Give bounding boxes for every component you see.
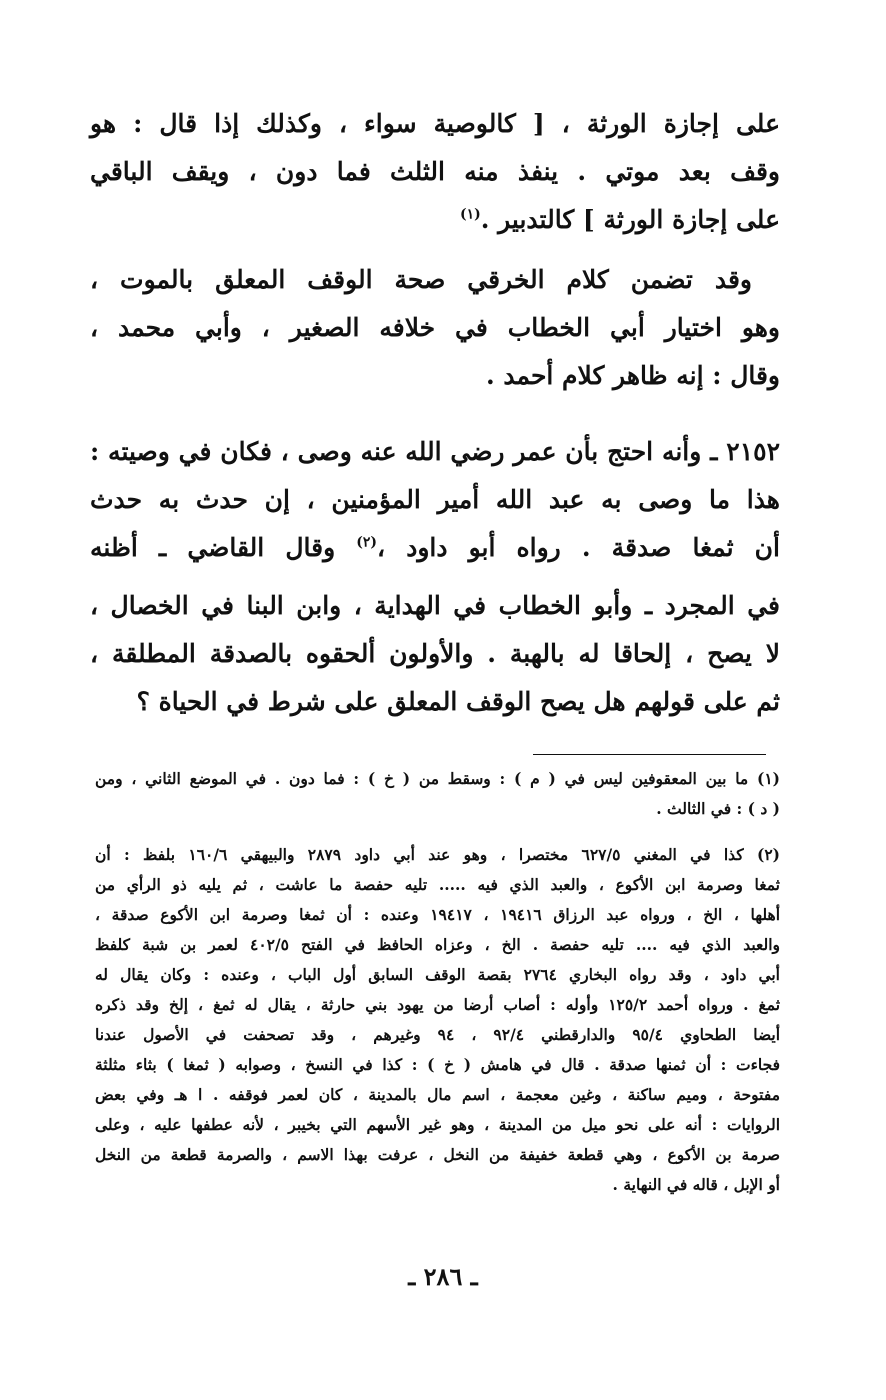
footnote-line: (٢) كذا في المغني ٦٢٧/٥ مختصرا ، وهو عند أبي داود ٢٨٧٩ والبيهقي ١٦٠/٦ بلفظ : أن bbox=[95, 845, 780, 864]
body-line: وهو اختيار أبي الخطاب في خلافه الصغير ، وأبي محمد ، bbox=[90, 313, 780, 342]
footnote-2 bbox=[95, 840, 780, 1200]
footnote-line: أبي داود ، وقد رواه البخاري ٢٧٦٤ بقصة الوقف السابق أول الباب ، وعنده : وكان يقال له bbox=[95, 965, 780, 984]
footnote-line: ثمغ . ورواه أحمد ١٢٥/٢ وأوله : أصاب أرضا من يهود بني حارثة ، يقال له ثمغ ، إلخ وقد ذكره bbox=[95, 995, 781, 1014]
body-line: على إجازة الورثة ، [ كالوصية سواء ، وكذلك إذا قال : هو bbox=[90, 109, 780, 138]
body-line-text: وقال القاضي ـ أظنه bbox=[90, 533, 357, 562]
body-line: ٢١٥٢ ـ وأنه احتج بأن عمر رضي الله عنه وصى ، فكان في وصيته : bbox=[90, 437, 780, 466]
footnote-line: صرمة بن الأكوع ، وهي قطعة خفيفة من النخل ، عرفت بهذا الاسم ، والصرمة قطعة من النخل bbox=[95, 1145, 780, 1164]
body-line: وقال : إنه ظاهر كلام أحمد . bbox=[485, 361, 780, 390]
body-line: ثم على قولهم هل يصح الوقف المعلق على شرط في الحياة ؟ bbox=[136, 687, 780, 716]
body-line: في المجرد ـ وأبو الخطاب في الهداية ، وابن البنا في الخصال ، bbox=[90, 591, 780, 620]
footnote-line: أو الإبل ، قاله في النهاية . bbox=[612, 1175, 780, 1194]
footnote-1 bbox=[95, 764, 780, 824]
footnote-divider bbox=[533, 754, 766, 755]
body-line: وقف بعد موتي . ينفذ منه الثلث فما دون ، ويقف الباقي bbox=[90, 157, 780, 186]
paragraph-3 bbox=[90, 428, 780, 572]
page-number: ـ ٢٨٦ ـ bbox=[408, 1262, 478, 1291]
body-line bbox=[90, 196, 780, 244]
footnote-line: مفتوحة ، وميم ساكنة ، وغين معجمة ، اسم مال بالمدينة ، كان لعمر فوقفه . ا هـ وفي بعض bbox=[95, 1085, 780, 1104]
footnote-line: أهلها ، الخ ، ورواه عبد الرزاق ١٩٤١٦ ، ١٩٤١٧ وعنده : أن ثمغا وصرمة ابن الأكوع صدقة ، bbox=[95, 905, 781, 924]
footnote-line: الروايات : أنه على نحو ميل من المدينة ، وهو غير الأسهم التي بخيبر ، لأنه عطفها عليه ، وعلى bbox=[95, 1115, 780, 1134]
body-line: لا يصح ، إلحاقا له بالهبة . والأولون ألحقوه بالصدقة المطلقة ، bbox=[90, 639, 780, 668]
body-line bbox=[90, 524, 780, 572]
footnote-line: فجاءت : أن ثمنها صدقة . قال في هامش ( خ ) : كذا في النسخ ، وصوابه ( ثمغا ) بثاء مثلثة bbox=[95, 1055, 780, 1074]
footnote-line: (١) ما بين المعقوفين ليس في ( م ) : وسقط من ( خ ) : فما دون . في الموضع الثاني ، ومن bbox=[95, 769, 780, 788]
body-line: هذا ما وصى به عبد الله أمير المؤمنين ، إن حدث به حدث bbox=[90, 485, 780, 514]
paragraph-4 bbox=[90, 582, 780, 726]
footnote-ref-2: (٢) bbox=[356, 534, 378, 551]
footnote-ref-1: (١) bbox=[459, 206, 481, 223]
footnote-line: والعبد الذي فيه .... تليه حفصة . الخ ، وعزاه الحافظ في الفتح ٤٠٢/٥ لعمر بن شبة كلفظ bbox=[95, 935, 780, 954]
footnote-line: ثمغا وصرمة ابن الأكوع ، والعبد الذي فيه ..... تليه حفصة ما عاشت ، ثم يليه ذو الرأي من bbox=[95, 875, 780, 894]
body-line-text: على إجازة الورثة ] كالتدبير . bbox=[480, 205, 780, 234]
body-line: وقد تضمن كلام الخرقي صحة الوقف المعلق بالموت ، bbox=[90, 265, 752, 294]
paragraph-1 bbox=[90, 100, 780, 244]
paragraph-2 bbox=[90, 256, 780, 400]
footnote-line: أيضا الطحاوي ٩٥/٤ والدارقطني ٩٢/٤ ، ٩٤ وغيرهم ، وقد تصحفت في الأصول عندنا bbox=[95, 1025, 781, 1044]
footnote-line: ( د ) : في الثالث . bbox=[656, 799, 780, 818]
body-line-text: أن ثمغا صدقة . رواه أبو داود ، bbox=[377, 533, 780, 562]
